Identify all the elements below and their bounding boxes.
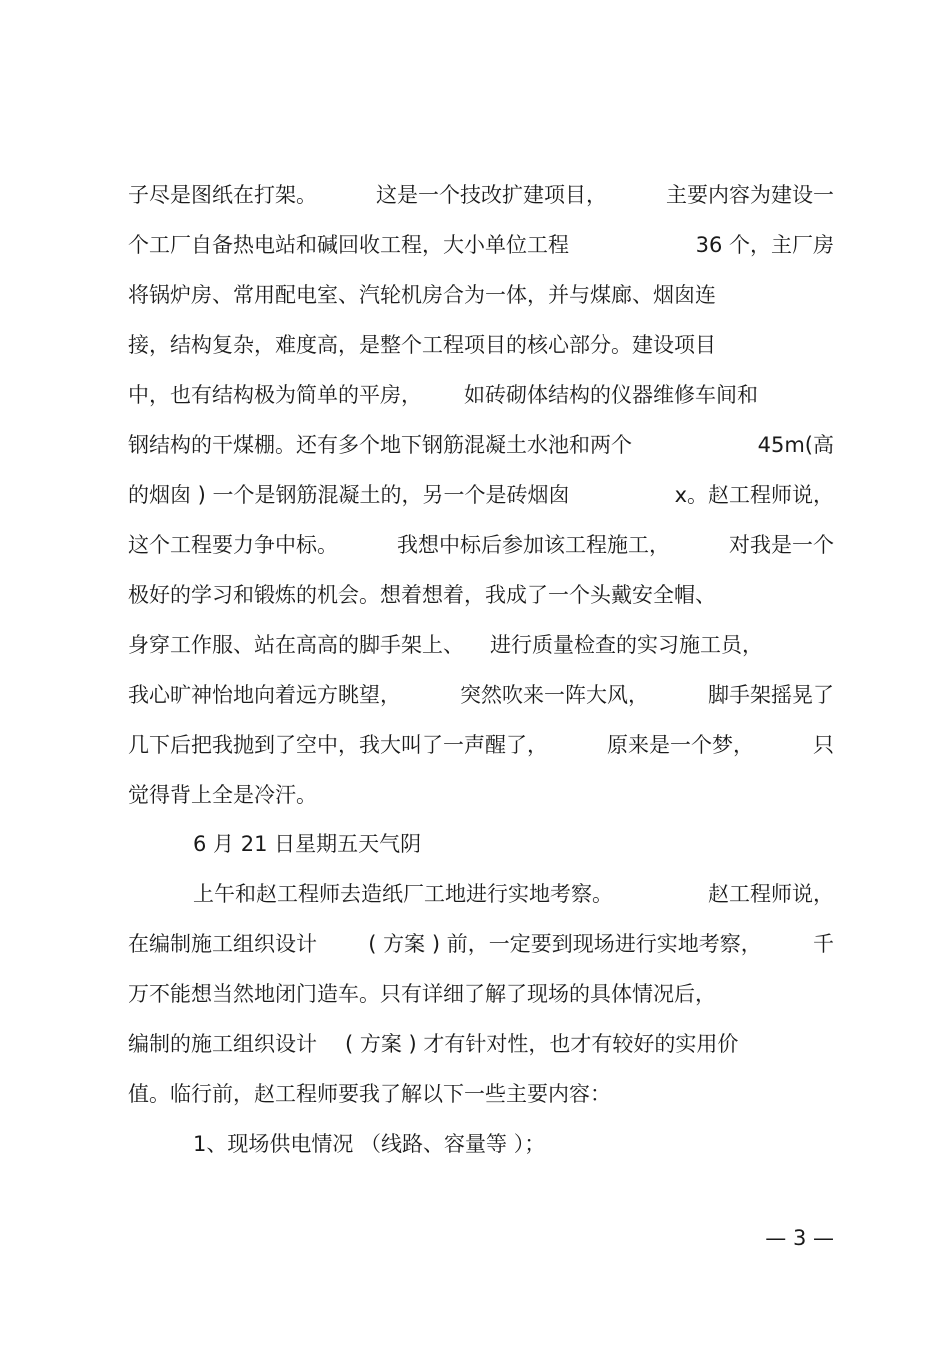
paragraph-line: 在编制施工组织设计 ( 方案 ) 前，一定要到现场进行实地考察， 千 <box>128 932 834 956</box>
paragraph-line: 编制的施工组织设计 ( 方案 ) 才有针对性，也才有较好的实用价 <box>128 1032 739 1056</box>
paragraph-line: 将锅炉房、常用配电室、汽轮机房合为一体，并与煤廊、烟囱连 <box>128 283 716 307</box>
paragraph-line: 的烟囱 ) 一个是钢筋混凝土的，另一个是砖烟囱 x。赵工程师说， <box>128 483 834 507</box>
paragraph-line: 这个工程要力争中标。 我想中标后参加该工程施工， 对我是一个 <box>128 533 834 557</box>
paragraph-line: 身穿工作服、站在高高的脚手架上、 进行质量检查的实习施工员， <box>128 633 763 657</box>
paragraph-line: 子尽是图纸在打架。 这是一个技改扩建项目， 主要内容为建设一 <box>128 183 834 207</box>
page-number: — 3 — <box>765 1226 834 1250</box>
paragraph-line: 中，也有结构极为简单的平房， 如砖砌体结构的仪器维修车间和 <box>128 383 758 407</box>
paragraph-line: 极好的学习和锻炼的机会。想着想着，我成了一个头戴安全帽、 <box>128 583 716 607</box>
list-item: 1、现场供电情况 （线路、容量等 ）； <box>193 1132 546 1156</box>
paragraph-line: 值。临行前，赵工程师要我了解以下一些主要内容： <box>128 1082 611 1106</box>
paragraph-line: 觉得背上全是冷汗。 <box>128 783 317 807</box>
paragraph-line: 个工厂自备热电站和碱回收工程，大小单位工程 36 个，主厂房 <box>128 233 834 257</box>
paragraph-line: 钢结构的干煤棚。还有多个地下钢筋混凝土水池和两个 45m(高 <box>128 433 834 457</box>
paragraph-line: 万不能想当然地闭门造车。只有详细了解了现场的具体情况后， <box>128 982 716 1006</box>
paragraph-line: 我心旷神怡地向着远方眺望， 突然吹来一阵大风， 脚手架摇晃了 <box>128 683 834 707</box>
paragraph-line: 接，结构复杂，难度高，是整个工程项目的核心部分。建设项目 <box>128 333 716 357</box>
paragraph-line: 几下后把我抛到了空中，我大叫了一声醒了， 原来是一个梦， 只 <box>128 733 834 757</box>
paragraph-line: 上午和赵工程师去造纸厂工地进行实地考察。 赵工程师说， <box>193 882 834 906</box>
date-heading: 6 月 21 日星期五天气阴 <box>193 832 422 856</box>
